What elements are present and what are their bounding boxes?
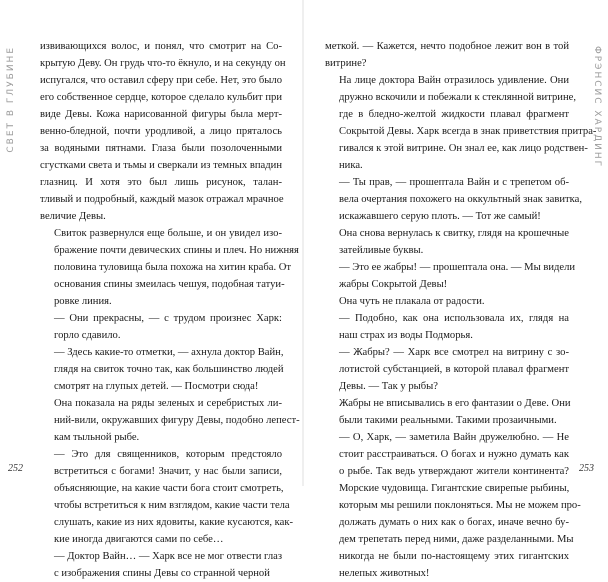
text-line: — Это для священников, которым предстояло <box>54 449 282 460</box>
text-line: Девы. — Так у рыбы? <box>339 381 438 392</box>
text-line: венно-бледной, почти уродливой, а лицо пряталось <box>40 126 282 137</box>
text-line: были такими реальными. Такими прозаичными. <box>339 415 557 426</box>
text-line: никогда не были по-настоящему этих гигантских <box>339 551 569 562</box>
text-line: ровке линия. <box>54 296 112 307</box>
left-page-number: 252 <box>8 463 23 474</box>
text-line: — Доктор Вайн… — Харк все не мог отвести глаз <box>54 551 282 562</box>
text-line: затейливые буквы. <box>339 245 424 256</box>
text-line: — Здесь какие-то отметки, — ахнула доктор Вайн, <box>54 347 284 358</box>
paragraph <box>325 344 569 395</box>
text-line: объясняющие, на какие части бога стоит смотреть, <box>54 483 284 494</box>
right-page <box>304 0 608 579</box>
text-line: сгустками света и тьмы и сверкали из темных впадин <box>40 160 282 171</box>
text-line: вела очертания похожего на оккультный знак завитка, <box>339 194 582 205</box>
text-line: жабры Сокрытой Девы! <box>339 279 448 290</box>
text-line: виде Девы. Кожа нарисованной фигуры была мерт- <box>40 109 282 120</box>
text-line: На лице доктора Вайн отразилось удивление. Они <box>339 75 569 86</box>
text-line: — О, Харк, — заметила Вайн дружелюбно. — Не <box>339 432 569 443</box>
paragraph <box>325 174 582 225</box>
text-line: основания спины змеилась чешуя, подобная татуи- <box>54 279 285 290</box>
text-line: ний-вили, окружавших фигуру Девы, подобно лепест- <box>54 415 300 426</box>
text-line: с изображения спины Девы со странной черной <box>54 568 270 579</box>
text-line: — Жабры? — Харк все смотрел на витрину с зо- <box>339 347 569 358</box>
text-line: ника. <box>339 160 363 171</box>
text-line: лотистой субстанцией, в которой плавал фрагмент <box>339 364 569 375</box>
paragraph <box>40 310 282 344</box>
text-line: кие иногда двигаются сами по себе… <box>54 534 224 545</box>
text-line: дем трепетать перед ними, даже разделанными. Мы <box>339 534 574 545</box>
text-line: Жабры не вписывались в его фантазии о Деве. Они <box>339 398 571 409</box>
paragraph <box>325 225 569 259</box>
paragraph <box>40 548 282 582</box>
text-line: смотрят на глупых детей. — Посмотри сюда! <box>54 381 259 392</box>
paragraph <box>40 344 282 395</box>
paragraph <box>325 395 569 429</box>
text-line: которым мы решили поклоняться. Мы не можем про- <box>339 500 581 511</box>
paragraph <box>40 38 286 225</box>
paragraph <box>325 72 597 174</box>
text-line: гивался к этой витрине. Он знал ее, как лицо родствен- <box>339 143 588 154</box>
text-line: извивающихся волос, и понял, что смотрит на Со- <box>40 41 282 52</box>
text-line: слушать, какие из них ядовиты, какие кусаются, как- <box>54 517 293 528</box>
paragraph <box>325 38 569 72</box>
text-line: бражение почти девических спины и плеч. Но нижняя <box>54 245 299 256</box>
paragraph <box>325 259 576 293</box>
text-line: встретиться с богами! Значит, у нас были записи, <box>54 466 282 477</box>
text-line: стоит расстраиваться. О богах и нужно думать как <box>339 449 569 460</box>
text-line: Она чуть не плакала от радости. <box>339 296 485 307</box>
text-line: глазниц. И хотя это был лишь рисунок, талан- <box>40 177 282 188</box>
paragraph <box>40 446 293 548</box>
text-line: тливый и подробный, каждый мазок отражал мрачное <box>40 194 284 205</box>
text-line: величие Девы. <box>40 211 106 222</box>
text-line: его собственное сердце, которое сделало кульбит при <box>40 92 282 103</box>
paragraph <box>40 225 299 310</box>
paragraph <box>325 429 581 582</box>
text-line: Она показала на ряды зеленых и серебристых ли- <box>54 398 282 409</box>
text-line: Она снова вернулась к свитку, глядя на крошечные <box>339 228 569 239</box>
text-line: — Подобно, как она использовала их, глядя на <box>339 313 569 324</box>
left-page <box>0 0 302 579</box>
text-line: — Ты прав, — прошептала Вайн и с трепетом об- <box>339 177 569 188</box>
text-line: должать думать о них как о богах, иначе вечно бу- <box>339 517 569 528</box>
text-line: половина туловища была похожа на хитин краба. От <box>54 262 292 273</box>
text-line: горло сдавило. <box>54 330 121 341</box>
text-line: о рыбе. Так ведь утверждают жители континента? <box>339 466 569 477</box>
right-running-head: ФРЭНСИС ХАРДИНГ <box>592 46 602 169</box>
text-line: Сокрытой Девы. Харк всегда в знак приветствия притра- <box>339 126 597 137</box>
text-line: Морские чудовища. Гигантские свирепые рыбины, <box>339 483 570 494</box>
text-line: искажавшего серую плоть. — Тот же самый! <box>339 211 541 222</box>
text-line: где в бледно-желтой жидкости плавал фрагмент <box>339 109 569 120</box>
paragraph <box>325 293 569 310</box>
paragraph <box>325 310 569 344</box>
text-line: нелепых животных! <box>339 568 430 579</box>
text-line: крытую Деву. Он грудь что-то ёкнуло, и на секунду он <box>40 58 286 69</box>
text-line: — Это ее жабры! — прошептала она. — Мы видели <box>339 262 576 273</box>
left-running-head: СВЕТ В ГЛУБИНЕ <box>6 46 16 153</box>
text-line: за водяными пятнами. Глаза были позолоченными <box>40 143 282 154</box>
text-line: кам тыльной рыбе. <box>54 432 140 443</box>
right-page-number: 253 <box>579 463 594 474</box>
text-line: испугался, что оставил сферу при себе. Нет, это было <box>40 75 282 86</box>
paragraph <box>40 395 300 446</box>
text-line: чтобы встретиться к ним взглядом, какие части тела <box>54 500 290 511</box>
text-line: меткой. — Кажется, нечто подобное лежит вон в той <box>325 41 569 52</box>
left-page-text <box>40 38 300 582</box>
text-line: витрине? <box>325 58 367 69</box>
text-line: глядя на свиток точно так, как большинство людей <box>54 364 284 375</box>
text-line: дружно вскочили и побежали к стеклянной витрине, <box>339 92 576 103</box>
text-line: Свиток развернулся еще больше, и он увидел изо- <box>54 228 282 239</box>
text-line: — Они прекрасны, — с трудом произнес Харк: <box>54 313 282 324</box>
text-line: наш страх из воды Подморья. <box>339 330 473 341</box>
